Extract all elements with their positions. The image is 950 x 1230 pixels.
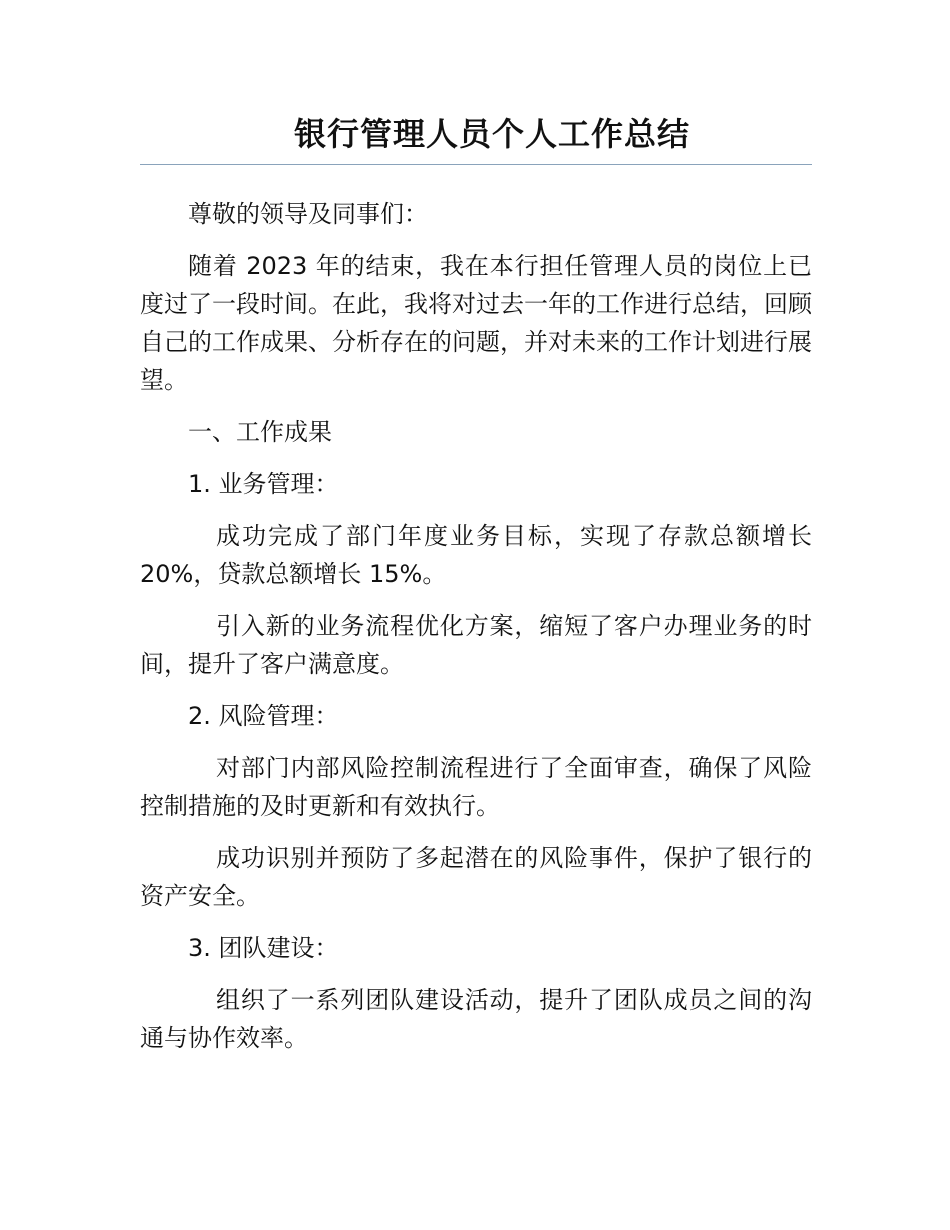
intro-paragraph: 随着 2023 年的结束，我在本行担任管理人员的岗位上已度过了一段时间。在此，我将对过去一年的工作进行总结，回顾自己的工作成果、分析存在的问题，并对未来的工作计划进行展望。	[140, 252, 812, 394]
greeting: 尊敬的领导及同事们：	[188, 200, 428, 228]
subheading-risk-management: 2. 风险管理：	[188, 702, 339, 730]
document-page	[140, 110, 812, 1071]
risk-paragraph-2: 成功识别并预防了多起潜在的风险事件，保护了银行的资产安全。	[140, 844, 812, 910]
document-title: 银行管理人员个人工作总结	[293, 115, 690, 153]
section-heading-achievements: 一、工作成果	[188, 418, 332, 446]
business-paragraph-2: 引入新的业务流程优化方案，缩短了客户办理业务的时间，提升了客户满意度。	[140, 612, 812, 678]
risk-paragraph-1: 对部门内部风险控制流程进行了全面审查，确保了风险控制措施的及时更新和有效执行。	[140, 754, 812, 820]
document-body	[140, 195, 812, 1057]
business-paragraph-1: 成功完成了部门年度业务目标，实现了存款总额增长 20%，贷款总额增长 15%。	[140, 522, 812, 588]
subheading-business-management: 1. 业务管理：	[188, 470, 339, 498]
title-block	[140, 110, 812, 165]
team-paragraph-1: 组织了一系列团队建设活动，提升了团队成员之间的沟通与协作效率。	[140, 986, 812, 1052]
subheading-team-building: 3. 团队建设：	[188, 934, 339, 962]
